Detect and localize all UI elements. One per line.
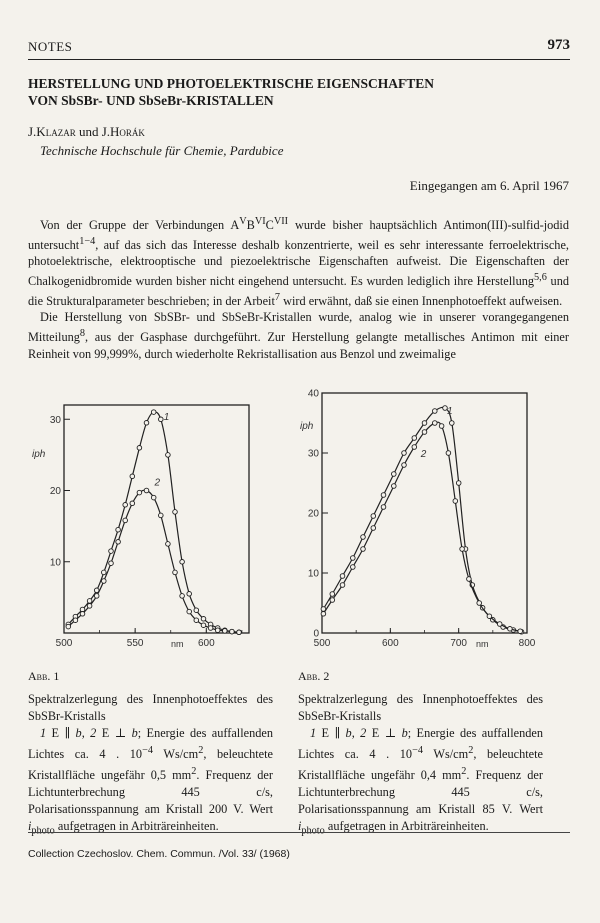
y-tick-label: 20 xyxy=(49,486,61,497)
text-run: 2 xyxy=(90,726,97,740)
series-2-point xyxy=(446,451,451,456)
paragraph xyxy=(28,214,569,309)
superscript: 1−4 xyxy=(79,235,96,247)
text-run: b xyxy=(345,726,352,740)
series-2-line xyxy=(68,490,239,632)
series-2-point xyxy=(215,628,220,633)
author-name: J.Horák xyxy=(101,124,145,139)
title-line: HERSTELLUNG UND PHOTOELEKTRISCHE EIGENSCHAFTEN xyxy=(28,76,434,91)
series-2-point xyxy=(151,495,156,500)
text-run: 2 xyxy=(360,726,367,740)
series-2-point xyxy=(180,594,185,599)
text-run: , beleuchtete Kristallfläche ungefähr 0,5 mm xyxy=(28,747,273,783)
text-run: B xyxy=(246,218,255,233)
series-2-point xyxy=(173,570,178,575)
x-unit-label: nm xyxy=(171,639,184,649)
series-2-point xyxy=(166,542,171,547)
series-1-point xyxy=(87,599,92,604)
text-run: Ws/cm xyxy=(423,747,469,762)
series-1-point xyxy=(351,556,356,561)
series-2-point xyxy=(402,463,407,468)
x-unit-label: nm xyxy=(476,639,489,649)
section-label: NOTES xyxy=(28,39,73,54)
superscript: 7 xyxy=(274,291,280,303)
text-run: . Frequenz der Lichtunterbrechung 445 c/s, Polarisationsspannung am Kristall 200 V. Wert xyxy=(28,768,273,817)
text-run: , auf das sich das Interesse deshalb konzentrierte, weil es sehr interessante ferroelektrische, photoelektrische, elektrooptische und piezoelektrische Eigenschaften aufweist. Die Eigenschaften der Chalkogenidbromide wurden bisher nicht eingehend untersucht. Es wurden lediglich ihre Herstellung xyxy=(28,237,569,289)
series-2-point xyxy=(460,547,465,552)
text-run: , xyxy=(351,726,361,740)
text-run: i xyxy=(28,819,32,834)
journal-footer: Collection Czechoslov. Chem. Commun. /Vol. 33/ (1968) xyxy=(28,848,290,860)
y-tick-label: 30 xyxy=(49,414,61,426)
page-number: 973 xyxy=(547,37,570,53)
affiliation: Technische Hochschule für Chemie, Pardubice xyxy=(40,143,284,158)
x-tick-label: 500 xyxy=(55,638,73,649)
series-2-point xyxy=(330,598,335,603)
x-tick-label: 700 xyxy=(450,638,468,649)
series-1-label: 1 xyxy=(163,412,170,424)
series-1-point xyxy=(340,574,345,579)
series-2-point xyxy=(194,618,199,623)
author-name: J.Klazar xyxy=(28,124,76,139)
series-1-point xyxy=(381,493,386,498)
text-run: ; Energie des auffallenden Lichtes ca. 4 . 10 xyxy=(298,726,543,762)
series-2-point xyxy=(237,630,242,635)
title-line: VON SbSBr- UND SbSeBr-KRISTALLEN xyxy=(28,93,274,108)
series-2-point xyxy=(497,622,502,627)
superscript: 2 xyxy=(461,766,467,778)
superscript: V xyxy=(239,216,247,227)
y-tick-label: 20 xyxy=(307,508,319,520)
text-run: b xyxy=(131,726,138,740)
figure-description xyxy=(28,725,273,840)
x-tick-label: 600 xyxy=(197,638,215,649)
received-date: Eingegangen am 6. April 1967 xyxy=(409,178,569,193)
series-1-point xyxy=(109,549,114,554)
x-tick-label: 500 xyxy=(313,638,331,649)
paragraph xyxy=(28,309,569,362)
subscript: photo xyxy=(31,825,55,837)
series-2-point xyxy=(94,594,99,599)
y-tick-label: 40 xyxy=(307,388,319,400)
series-2-point xyxy=(137,490,142,495)
y-tick-label: 10 xyxy=(49,557,61,569)
text-run: wird erwähnt, daß sie einen Innenphotoeffekt aufweisen. xyxy=(280,293,563,308)
series-1-point xyxy=(137,446,142,451)
series-2-point xyxy=(477,601,482,606)
x-tick-label: 800 xyxy=(518,638,536,649)
text-run: Von der Gruppe der Verbindungen A xyxy=(40,218,240,233)
series-2-point xyxy=(361,547,366,552)
series-1-point xyxy=(361,535,366,540)
running-header xyxy=(28,37,570,60)
series-1-point xyxy=(422,421,427,426)
series-2-point xyxy=(351,565,356,570)
figure-2 xyxy=(298,385,538,650)
series-1-point xyxy=(194,608,199,613)
series-2-point xyxy=(321,612,326,617)
superscript: 5,6 xyxy=(534,271,547,283)
text-run: E ⊥ xyxy=(96,726,132,740)
series-2-point xyxy=(230,629,235,634)
series-2-point xyxy=(518,629,523,634)
series-2-point xyxy=(109,561,114,566)
text-run: aufgetragen in Arbiträreinheiten. xyxy=(54,819,219,834)
article-title xyxy=(28,75,568,109)
series-2-point xyxy=(73,618,78,623)
series-1-point xyxy=(159,417,164,422)
text-run: C xyxy=(265,218,274,233)
series-1-point xyxy=(102,570,107,575)
series-1-point xyxy=(450,421,455,426)
superscript: 8 xyxy=(79,327,86,339)
footer-rule xyxy=(28,832,570,833)
text-run: E ∥ xyxy=(316,726,346,740)
y-tick-label: 30 xyxy=(307,448,319,460)
x-tick-label: 600 xyxy=(381,638,399,649)
series-1-point xyxy=(151,410,156,415)
series-1-point xyxy=(187,592,192,597)
superscript: 2 xyxy=(191,766,197,778)
text-run: aufgetragen in Arbiträreinheiten. xyxy=(324,819,489,834)
superscript: VI xyxy=(254,216,266,227)
chart-figure-2 xyxy=(298,385,538,650)
series-2-point xyxy=(487,614,492,619)
series-1-point xyxy=(392,472,397,477)
authors xyxy=(28,124,145,140)
body-text xyxy=(28,214,569,362)
figure-description xyxy=(298,725,543,840)
series-2-point xyxy=(412,445,417,450)
series-1-point xyxy=(123,503,128,508)
text-run: i xyxy=(298,819,302,834)
y-axis-label: iph xyxy=(300,421,314,432)
text-run: b xyxy=(401,726,408,740)
series-2-label: 2 xyxy=(420,449,427,460)
series-1-point xyxy=(180,560,185,565)
series-2-point xyxy=(340,583,345,588)
series-1-label: 1 xyxy=(447,406,453,417)
series-2-point xyxy=(123,518,128,523)
series-1-point xyxy=(173,510,178,515)
text-run: und die Strukturalparameter beschrieben; in der Arbeit xyxy=(28,274,569,308)
series-2-point xyxy=(116,540,121,545)
series-1-line xyxy=(323,407,521,632)
text-run: E ∥ xyxy=(46,726,76,740)
text-run: Die Herstellung von SbSBr- und SbSeBr-Kristallen wurde, analog wie in unserer vorangegangenen Mitteilung xyxy=(28,310,569,345)
author-conj: und xyxy=(75,124,102,139)
series-1-point xyxy=(412,436,417,441)
figure-1 xyxy=(30,395,260,650)
superscript: 2 xyxy=(198,745,204,756)
figure-label: Abb. 1 xyxy=(28,669,60,683)
figure-title: Spektralzerlegung des Innenphotoeffektes des SbSBr-Kristalls xyxy=(28,692,273,723)
text-run: Ws/cm xyxy=(153,747,199,762)
series-2-point xyxy=(422,430,427,435)
superscript: VII xyxy=(273,216,289,227)
text-run: b xyxy=(75,726,82,740)
text-run: wurde bisher hauptsächlich Antimon(III)-sulfid-jodid untersucht xyxy=(28,218,569,252)
superscript: −4 xyxy=(412,745,423,756)
series-2-point xyxy=(187,609,192,614)
series-1-point xyxy=(330,592,335,597)
text-run: , aus der Gasphase durchgeführt. Zur Herstellung gelangte metallisches Antimon mit einer Reinheit von 99,999%, durch wiederholte Rekristallisation aus Benzol und zweimalige xyxy=(28,330,569,361)
superscript: 2 xyxy=(468,745,474,756)
series-2-point xyxy=(439,424,444,429)
superscript: −4 xyxy=(142,745,153,756)
series-2-point xyxy=(208,626,213,631)
series-1-point xyxy=(144,421,149,426)
series-2-point xyxy=(392,484,397,489)
series-1-point xyxy=(456,481,461,486)
series-2-point xyxy=(453,499,458,504)
series-2-label: 2 xyxy=(154,477,161,489)
series-2-point xyxy=(87,604,92,609)
series-2-point xyxy=(433,421,438,426)
series-2-point xyxy=(159,513,164,518)
figure-1-caption xyxy=(28,668,273,840)
plot-frame xyxy=(322,393,527,633)
series-2-point xyxy=(467,577,472,582)
text-run: 1 xyxy=(40,726,47,740)
series-2-point xyxy=(80,612,85,617)
series-1-point xyxy=(166,453,171,458)
series-1-point xyxy=(116,527,121,532)
figure-2-caption xyxy=(298,668,543,840)
series-2-point xyxy=(130,501,135,506)
y-axis-label: iph xyxy=(32,449,46,460)
series-2-point xyxy=(66,624,71,629)
series-2-point xyxy=(381,505,386,510)
series-2-point xyxy=(201,623,206,628)
text-run: E ⊥ xyxy=(366,726,402,740)
y-tick-label: 10 xyxy=(307,568,319,580)
figure-label: Abb. 2 xyxy=(298,669,330,683)
series-2-point xyxy=(102,579,107,584)
series-2-point xyxy=(144,488,149,493)
text-run: , xyxy=(81,726,91,740)
chart-figure-1 xyxy=(30,395,260,650)
y-tick-label: 0 xyxy=(313,628,319,640)
text-run: , beleuchtete Kristallfläche ungefähr 0,4 mm xyxy=(298,747,543,783)
text-run: 1 xyxy=(310,726,317,740)
x-tick-label: 550 xyxy=(126,638,144,649)
subscript: photo xyxy=(301,825,325,837)
series-1-point xyxy=(371,514,376,519)
series-2-point xyxy=(508,627,513,632)
text-run: . Frequenz der Lichtunterbrechung 445 c/s, Polarisationsspannung am Kristall 85 V. Wert xyxy=(298,768,543,817)
series-1-point xyxy=(201,617,206,622)
series-1-line xyxy=(68,412,239,632)
series-1-point xyxy=(433,409,438,414)
series-2-point xyxy=(371,526,376,531)
series-2-point xyxy=(223,629,228,634)
series-1-point xyxy=(402,451,407,456)
figure-title: Spektralzerlegung des Innenphotoeffektes des SbSeBr-Kristalls xyxy=(298,692,543,723)
series-1-point xyxy=(130,474,135,479)
text-run: ; Energie des auffallenden Lichtes ca. 4 . 10 xyxy=(28,726,273,762)
